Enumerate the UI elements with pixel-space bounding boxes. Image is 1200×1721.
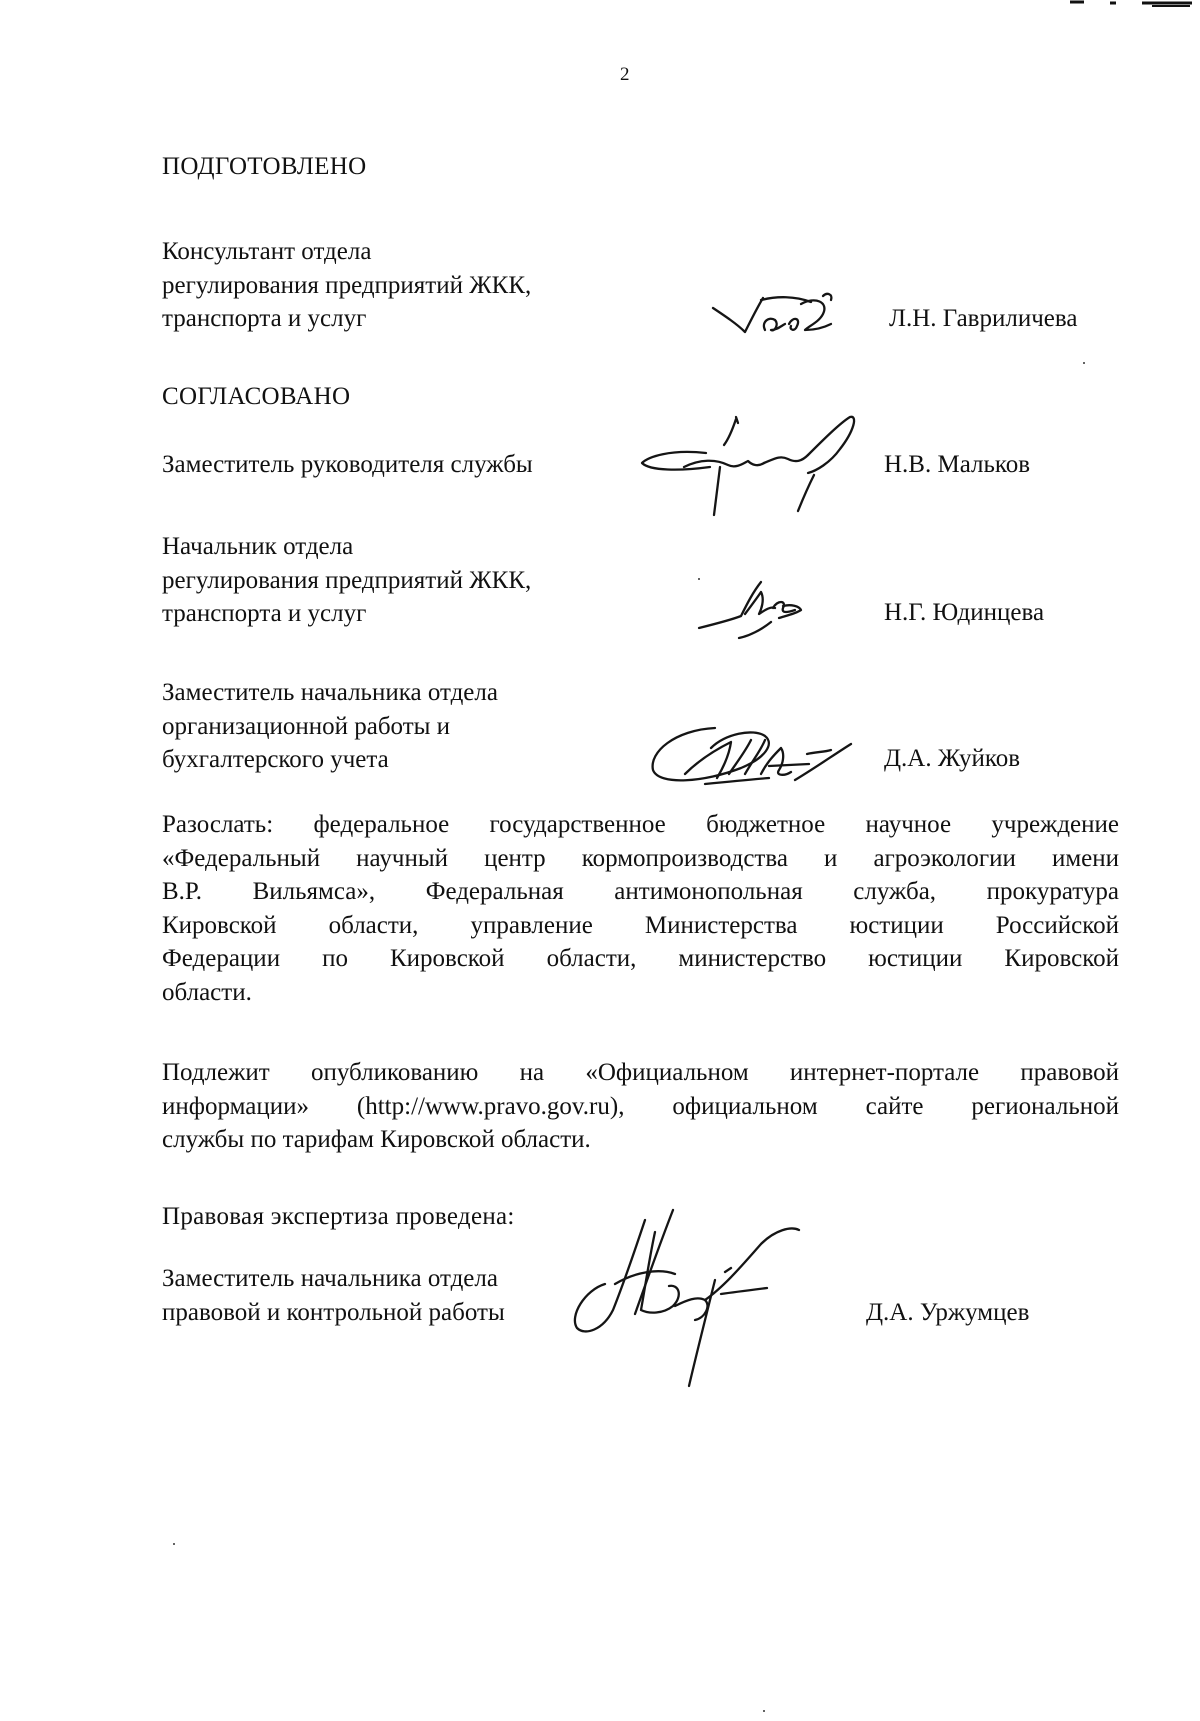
prepared-position (162, 235, 531, 336)
publication-line: информации» (http://www.pravo.gov.ru), официальном сайте региональной (162, 1092, 1119, 1120)
distribution-line: Кировской области, управление Министерства юстиции Российской (162, 911, 1119, 939)
agreed-position-1 (162, 448, 533, 482)
distribution-line: области. (162, 978, 252, 1006)
position-line: Начальник отдела (162, 533, 354, 560)
position-line: транспорта и услуг (162, 305, 367, 332)
position-line: Заместитель начальника отдела (162, 1265, 498, 1292)
page-number: 2 (620, 64, 630, 85)
handwritten-signature (555, 1210, 835, 1390)
handwritten-signature (695, 570, 815, 640)
signer-name: Л.Н. Гавриличева (889, 305, 1078, 332)
scan-speck (763, 1710, 765, 1712)
publication-line: Подлежит опубликованию на «Официальном интернет-портале правовой (162, 1059, 1119, 1086)
legal-review-position (162, 1262, 505, 1329)
prepared-heading: ПОДГОТОВЛЕНО (162, 153, 367, 180)
scan-speck (173, 1543, 175, 1545)
publication-line: службы по тарифам Кировской области. (162, 1126, 591, 1153)
agreed-position-2 (162, 530, 531, 631)
signer-name: Н.В. Мальков (884, 451, 1031, 478)
legal-review-heading: Правовая экспертиза проведена: (162, 1203, 515, 1230)
scan-speck (698, 578, 700, 580)
distribution-line: В.Р. Вильямса», Федеральная антимонопольная служба, прокуратура (162, 878, 1119, 905)
position-line: правовой и контрольной работы (162, 1298, 505, 1326)
scan-edge-mark (1050, 0, 1200, 14)
distribution-line: Федерации по Кировской области, министерство юстиции Кировской (162, 945, 1119, 972)
signer-name: Н.Г. Юдинцева (884, 599, 1045, 626)
signer-name: Д.А. Жуйков (884, 745, 1021, 772)
handwritten-signature (705, 290, 835, 350)
position-line: бухгалтерского учета (162, 746, 389, 773)
position-line: Заместитель руководителя службы (162, 451, 533, 478)
distribution-list (162, 808, 1119, 1009)
position-line: Консультант отдела (162, 238, 372, 265)
signer-name: Д.А. Уржумцев (866, 1299, 1030, 1326)
position-line: организационной работы и (162, 712, 451, 740)
position-line: регулирования предприятий ЖКК, (162, 271, 532, 299)
scan-speck (1083, 362, 1085, 364)
distribution-line: Разослать: федеральное государственное бюджетное научное учреждение (162, 811, 1119, 838)
position-line: транспорта и услуг (162, 600, 367, 627)
agreed-position-3 (162, 676, 498, 777)
position-line: Заместитель начальника отдела (162, 679, 498, 706)
position-line: регулирования предприятий ЖКК, (162, 566, 532, 594)
handwritten-signature (645, 718, 875, 798)
handwritten-signature (640, 415, 880, 525)
distribution-line: «Федеральный научный центр кормопроизводства и агроэкологии имени (162, 844, 1119, 872)
publication-note (162, 1056, 1119, 1157)
agreed-heading: СОГЛАСОВАНО (162, 383, 351, 410)
